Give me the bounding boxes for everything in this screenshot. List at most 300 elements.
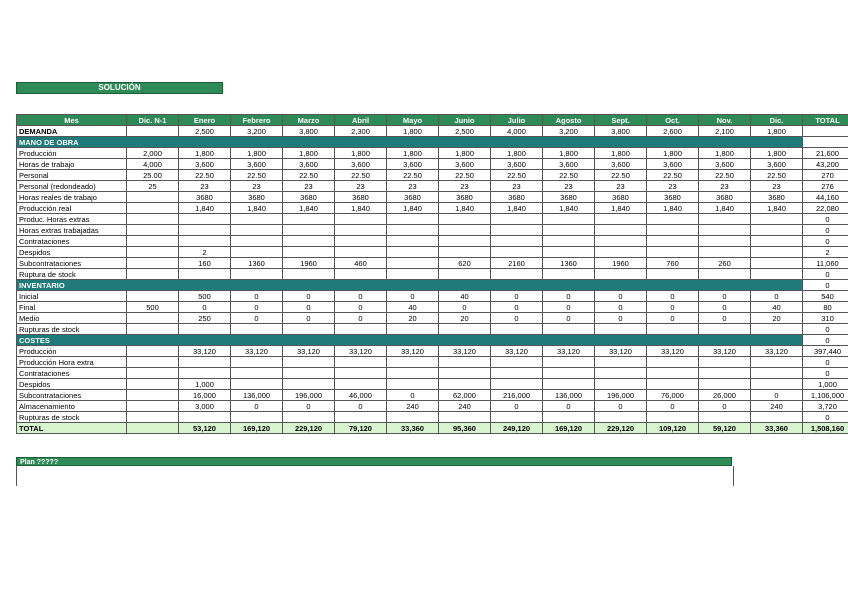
table-cell bbox=[647, 269, 699, 280]
table-cell: 4,000 bbox=[491, 126, 543, 137]
table-cell: 23 bbox=[699, 181, 751, 192]
table-cell bbox=[491, 214, 543, 225]
table-cell bbox=[283, 214, 335, 225]
table-cell: 21,600 bbox=[803, 148, 848, 159]
table-cell bbox=[179, 324, 231, 335]
table-cell: 1,840 bbox=[595, 203, 647, 214]
table-cell bbox=[127, 291, 179, 302]
table-cell bbox=[647, 324, 699, 335]
column-header: Dic. bbox=[751, 115, 803, 126]
table-cell: 2,500 bbox=[439, 126, 491, 137]
table-cell bbox=[283, 225, 335, 236]
table-cell: 62,000 bbox=[439, 390, 491, 401]
table-cell bbox=[491, 357, 543, 368]
table-cell bbox=[387, 379, 439, 390]
table-cell: 0 bbox=[335, 401, 387, 412]
table-cell bbox=[647, 225, 699, 236]
table-cell: 43,200 bbox=[803, 159, 848, 170]
table-cell: 2,100 bbox=[699, 126, 751, 137]
table-cell: 760 bbox=[647, 258, 699, 269]
table-cell: 1,800 bbox=[543, 148, 595, 159]
table-cell bbox=[127, 423, 179, 434]
table-cell: 2 bbox=[179, 247, 231, 258]
table-cell bbox=[127, 214, 179, 225]
table-cell: 0 bbox=[491, 313, 543, 324]
table-row bbox=[17, 346, 848, 357]
table-cell bbox=[491, 269, 543, 280]
table-cell: 23 bbox=[387, 181, 439, 192]
table-cell bbox=[751, 379, 803, 390]
row-label: Inicial bbox=[17, 291, 127, 302]
table-cell: 0 bbox=[699, 302, 751, 313]
table-cell bbox=[595, 247, 647, 258]
table-cell: 33,120 bbox=[595, 346, 647, 357]
table-cell: 109,120 bbox=[647, 423, 699, 434]
table-cell: 0 bbox=[491, 291, 543, 302]
table-cell: 0 bbox=[751, 291, 803, 302]
table-cell: 169,120 bbox=[231, 423, 283, 434]
table-cell: 1,800 bbox=[439, 148, 491, 159]
table-cell bbox=[127, 269, 179, 280]
table-cell bbox=[595, 269, 647, 280]
table-cell: 22.50 bbox=[179, 170, 231, 181]
total-row bbox=[17, 423, 848, 434]
table-cell bbox=[595, 225, 647, 236]
table-row bbox=[17, 412, 848, 423]
section-row bbox=[17, 280, 848, 291]
table-cell: 40 bbox=[387, 302, 439, 313]
table-cell bbox=[387, 214, 439, 225]
table-cell bbox=[387, 269, 439, 280]
table-cell: 0 bbox=[335, 291, 387, 302]
table-cell: 1,800 bbox=[335, 148, 387, 159]
table-cell: 0 bbox=[231, 302, 283, 313]
table-cell: 500 bbox=[127, 302, 179, 313]
table-cell: 1,840 bbox=[647, 203, 699, 214]
table-cell bbox=[543, 214, 595, 225]
row-label: Rupturas de stock bbox=[17, 412, 127, 423]
row-label: Producción bbox=[17, 148, 127, 159]
section-label: COSTES bbox=[17, 335, 803, 346]
table-cell bbox=[335, 368, 387, 379]
row-label: Personal (redondeado) bbox=[17, 181, 127, 192]
table-cell bbox=[699, 379, 751, 390]
table-cell: 0 bbox=[803, 236, 848, 247]
table-cell: 0 bbox=[595, 302, 647, 313]
table-cell bbox=[543, 247, 595, 258]
table-cell: 0 bbox=[231, 401, 283, 412]
table-cell: 22.50 bbox=[335, 170, 387, 181]
table-cell bbox=[595, 236, 647, 247]
table-cell bbox=[751, 324, 803, 335]
table-cell: 3,200 bbox=[543, 126, 595, 137]
column-header: TOTAL bbox=[803, 115, 848, 126]
table-cell: 0 bbox=[543, 313, 595, 324]
table-row bbox=[17, 214, 848, 225]
table-row bbox=[17, 368, 848, 379]
table-cell: 0 bbox=[387, 390, 439, 401]
table-cell bbox=[751, 247, 803, 258]
column-header: Enero bbox=[179, 115, 231, 126]
table-cell: 0 bbox=[803, 368, 848, 379]
table-cell bbox=[439, 236, 491, 247]
table-cell: 22.50 bbox=[595, 170, 647, 181]
table-cell: 0 bbox=[283, 313, 335, 324]
table-cell: 23 bbox=[439, 181, 491, 192]
table-cell bbox=[283, 357, 335, 368]
table-cell bbox=[491, 379, 543, 390]
table-cell: 3,000 bbox=[179, 401, 231, 412]
table-cell: 1360 bbox=[543, 258, 595, 269]
table-cell: 22.50 bbox=[231, 170, 283, 181]
table-cell: 23 bbox=[543, 181, 595, 192]
table-cell: 22.50 bbox=[543, 170, 595, 181]
table-cell bbox=[439, 247, 491, 258]
section-total: 0 bbox=[803, 280, 848, 291]
table-cell bbox=[647, 357, 699, 368]
table-row bbox=[17, 225, 848, 236]
table-cell: 3680 bbox=[595, 192, 647, 203]
table-cell: 0 bbox=[647, 302, 699, 313]
table-cell: 0 bbox=[491, 401, 543, 412]
table-cell bbox=[699, 247, 751, 258]
table-cell bbox=[751, 236, 803, 247]
table-cell: 1,800 bbox=[595, 148, 647, 159]
row-label: Contrataciones bbox=[17, 236, 127, 247]
table-cell: 3680 bbox=[543, 192, 595, 203]
table-cell bbox=[491, 412, 543, 423]
table-cell: 136,000 bbox=[231, 390, 283, 401]
table-cell: 0 bbox=[231, 313, 283, 324]
table-cell bbox=[127, 368, 179, 379]
table-row bbox=[17, 247, 848, 258]
aggregate-planning-table bbox=[16, 114, 848, 434]
table-cell: 3,800 bbox=[595, 126, 647, 137]
table-cell bbox=[179, 368, 231, 379]
table-cell: 23 bbox=[179, 181, 231, 192]
table-cell bbox=[751, 214, 803, 225]
table-cell: 169,120 bbox=[543, 423, 595, 434]
table-cell: 460 bbox=[335, 258, 387, 269]
table-cell bbox=[543, 368, 595, 379]
row-label: Subcontrataciones bbox=[17, 258, 127, 269]
table-cell: 3,600 bbox=[699, 159, 751, 170]
table-cell: 270 bbox=[803, 170, 848, 181]
table-cell: 3,600 bbox=[543, 159, 595, 170]
table-cell bbox=[127, 357, 179, 368]
table-cell bbox=[231, 225, 283, 236]
table-row bbox=[17, 313, 848, 324]
table-cell bbox=[751, 357, 803, 368]
table-cell: 0 bbox=[699, 401, 751, 412]
column-header: Sept. bbox=[595, 115, 647, 126]
column-header: Agosto bbox=[543, 115, 595, 126]
table-cell: 0 bbox=[803, 324, 848, 335]
row-label: Final bbox=[17, 302, 127, 313]
table-cell bbox=[335, 324, 387, 335]
table-cell: 2,000 bbox=[127, 148, 179, 159]
table-cell: 22.50 bbox=[751, 170, 803, 181]
row-label: Despidos bbox=[17, 379, 127, 390]
table-cell: 40 bbox=[439, 291, 491, 302]
table-cell: 0 bbox=[595, 291, 647, 302]
table-cell bbox=[439, 412, 491, 423]
table-cell bbox=[491, 324, 543, 335]
table-cell: 23 bbox=[231, 181, 283, 192]
table-cell bbox=[335, 247, 387, 258]
table-cell bbox=[751, 258, 803, 269]
table-row bbox=[17, 357, 848, 368]
row-label: Despidos bbox=[17, 247, 127, 258]
table-cell: 25.00 bbox=[127, 170, 179, 181]
table-cell: 0 bbox=[179, 302, 231, 313]
table-cell bbox=[595, 379, 647, 390]
table-cell bbox=[387, 324, 439, 335]
section-row bbox=[17, 137, 848, 148]
table-cell bbox=[335, 214, 387, 225]
table-cell: 540 bbox=[803, 291, 848, 302]
table-cell bbox=[387, 357, 439, 368]
table-cell: 22.50 bbox=[647, 170, 699, 181]
table-cell: 20 bbox=[387, 313, 439, 324]
table-cell: 1,840 bbox=[439, 203, 491, 214]
table-cell bbox=[283, 236, 335, 247]
row-label: Personal bbox=[17, 170, 127, 181]
table-cell bbox=[283, 368, 335, 379]
table-cell bbox=[647, 214, 699, 225]
table-cell bbox=[595, 214, 647, 225]
table-cell bbox=[595, 357, 647, 368]
table-cell: 2,500 bbox=[179, 126, 231, 137]
table-cell: 1,800 bbox=[231, 148, 283, 159]
table-cell bbox=[127, 346, 179, 357]
table-cell bbox=[543, 379, 595, 390]
table-cell bbox=[283, 324, 335, 335]
table-cell bbox=[335, 357, 387, 368]
column-header: Dic. N-1 bbox=[127, 115, 179, 126]
table-cell: 2 bbox=[803, 247, 848, 258]
row-label: Contrataciones bbox=[17, 368, 127, 379]
table-cell: 0 bbox=[439, 302, 491, 313]
table-row bbox=[17, 192, 848, 203]
table-cell: 1,840 bbox=[179, 203, 231, 214]
table-cell: 23 bbox=[491, 181, 543, 192]
table-cell bbox=[595, 412, 647, 423]
table-cell: 136,000 bbox=[543, 390, 595, 401]
table-cell bbox=[699, 357, 751, 368]
section-label: MANO DE OBRA bbox=[17, 137, 803, 148]
table-cell: 3,600 bbox=[335, 159, 387, 170]
table-cell: 22.50 bbox=[699, 170, 751, 181]
table-cell: 33,120 bbox=[179, 346, 231, 357]
table-cell bbox=[127, 247, 179, 258]
table-cell bbox=[231, 368, 283, 379]
row-label: Horas extras trabajadas bbox=[17, 225, 127, 236]
table-cell bbox=[699, 324, 751, 335]
column-header: Abril bbox=[335, 115, 387, 126]
table-cell bbox=[439, 324, 491, 335]
table-cell: 0 bbox=[699, 291, 751, 302]
table-cell: 1,800 bbox=[491, 148, 543, 159]
table-cell: 260 bbox=[699, 258, 751, 269]
table-cell: 3680 bbox=[283, 192, 335, 203]
table-cell bbox=[647, 368, 699, 379]
table-cell: 3680 bbox=[387, 192, 439, 203]
table-row bbox=[17, 148, 848, 159]
table-cell bbox=[335, 225, 387, 236]
table-cell bbox=[387, 247, 439, 258]
table-cell: 25 bbox=[127, 181, 179, 192]
table-cell: 11,060 bbox=[803, 258, 848, 269]
table-cell: 0 bbox=[595, 313, 647, 324]
table-cell bbox=[127, 203, 179, 214]
table-cell: 0 bbox=[231, 291, 283, 302]
table-cell: 16,000 bbox=[179, 390, 231, 401]
table-cell bbox=[699, 412, 751, 423]
table-cell: 3,600 bbox=[491, 159, 543, 170]
row-label: Producción real bbox=[17, 203, 127, 214]
table-cell bbox=[595, 324, 647, 335]
column-header: Oct. bbox=[647, 115, 699, 126]
table-cell bbox=[699, 225, 751, 236]
table-cell: 620 bbox=[439, 258, 491, 269]
table-cell: 0 bbox=[387, 291, 439, 302]
column-header: Febrero bbox=[231, 115, 283, 126]
table-cell: 33,120 bbox=[335, 346, 387, 357]
table-cell: 3680 bbox=[699, 192, 751, 203]
table-cell: 2,300 bbox=[335, 126, 387, 137]
table-cell: 3,200 bbox=[231, 126, 283, 137]
table-cell: 0 bbox=[543, 291, 595, 302]
section-label: INVENTARIO bbox=[17, 280, 803, 291]
table-cell: 0 bbox=[543, 401, 595, 412]
table-cell bbox=[283, 269, 335, 280]
table-cell bbox=[127, 313, 179, 324]
table-cell: 22.50 bbox=[387, 170, 439, 181]
table-cell bbox=[283, 247, 335, 258]
section-total bbox=[803, 137, 848, 148]
table-cell: 33,120 bbox=[491, 346, 543, 357]
table-cell bbox=[231, 236, 283, 247]
table-cell bbox=[491, 236, 543, 247]
table-cell bbox=[179, 357, 231, 368]
table-cell: 216,000 bbox=[491, 390, 543, 401]
table-cell bbox=[335, 412, 387, 423]
table-cell: 0 bbox=[283, 291, 335, 302]
table-cell: 33,120 bbox=[699, 346, 751, 357]
table-cell: 79,120 bbox=[335, 423, 387, 434]
table-cell: 33,120 bbox=[387, 346, 439, 357]
table-cell bbox=[231, 324, 283, 335]
table-cell: 1,508,160 bbox=[803, 423, 848, 434]
column-header: Nov. bbox=[699, 115, 751, 126]
table-cell: 44,160 bbox=[803, 192, 848, 203]
table-cell: 3680 bbox=[647, 192, 699, 203]
table-cell bbox=[179, 236, 231, 247]
row-label: Produc. Horas extras bbox=[17, 214, 127, 225]
table-cell bbox=[439, 368, 491, 379]
table-cell bbox=[127, 379, 179, 390]
table-cell bbox=[387, 368, 439, 379]
table-cell: 33,360 bbox=[387, 423, 439, 434]
table-cell bbox=[543, 236, 595, 247]
plan-banner: Plan ????? bbox=[16, 457, 732, 466]
table-cell bbox=[699, 269, 751, 280]
table-cell bbox=[439, 214, 491, 225]
table-cell: 3,600 bbox=[283, 159, 335, 170]
row-label: Almacenamiento bbox=[17, 401, 127, 412]
table-row bbox=[17, 269, 848, 280]
table-cell bbox=[595, 368, 647, 379]
table-cell bbox=[231, 412, 283, 423]
table-cell bbox=[231, 269, 283, 280]
table-cell bbox=[231, 247, 283, 258]
table-cell: 1,000 bbox=[179, 379, 231, 390]
table-cell: 0 bbox=[699, 313, 751, 324]
table-row bbox=[17, 203, 848, 214]
table-row bbox=[17, 236, 848, 247]
table-row bbox=[17, 258, 848, 269]
table-cell bbox=[751, 412, 803, 423]
table-cell: 229,120 bbox=[595, 423, 647, 434]
table-cell: 229,120 bbox=[283, 423, 335, 434]
table-cell bbox=[387, 236, 439, 247]
table-cell: 3680 bbox=[751, 192, 803, 203]
table-cell: 1,800 bbox=[647, 148, 699, 159]
table-cell: 3,600 bbox=[231, 159, 283, 170]
column-header: Julio bbox=[491, 115, 543, 126]
table-cell bbox=[335, 236, 387, 247]
table-cell: 0 bbox=[803, 225, 848, 236]
table-cell bbox=[439, 225, 491, 236]
table-cell: 22.50 bbox=[491, 170, 543, 181]
table-row bbox=[17, 159, 848, 170]
table-cell: 3,600 bbox=[387, 159, 439, 170]
table-cell bbox=[127, 258, 179, 269]
table-cell bbox=[387, 258, 439, 269]
table-row bbox=[17, 181, 848, 192]
table-cell bbox=[699, 236, 751, 247]
table-cell bbox=[231, 357, 283, 368]
table-cell: 33,120 bbox=[751, 346, 803, 357]
section-total: 0 bbox=[803, 335, 848, 346]
table-cell: 22.50 bbox=[283, 170, 335, 181]
table-cell bbox=[127, 390, 179, 401]
table-cell bbox=[803, 126, 848, 137]
table-cell: 1,840 bbox=[491, 203, 543, 214]
table-cell: 1360 bbox=[231, 258, 283, 269]
table-cell bbox=[543, 357, 595, 368]
table-cell: 0 bbox=[803, 269, 848, 280]
table-cell: 23 bbox=[595, 181, 647, 192]
table-cell: 3680 bbox=[179, 192, 231, 203]
table-cell bbox=[231, 214, 283, 225]
table-cell bbox=[387, 225, 439, 236]
table-cell bbox=[179, 225, 231, 236]
table-cell: 240 bbox=[387, 401, 439, 412]
table-cell: 160 bbox=[179, 258, 231, 269]
row-label: Ruptura de stock bbox=[17, 269, 127, 280]
table-cell: 33,120 bbox=[543, 346, 595, 357]
table-cell bbox=[543, 324, 595, 335]
table-cell: 4,000 bbox=[127, 159, 179, 170]
table-cell bbox=[491, 368, 543, 379]
table-cell: 249,120 bbox=[491, 423, 543, 434]
row-label: Producción Hora extra bbox=[17, 357, 127, 368]
table-cell: 1960 bbox=[595, 258, 647, 269]
table-cell: 0 bbox=[283, 401, 335, 412]
table-row bbox=[17, 302, 848, 313]
